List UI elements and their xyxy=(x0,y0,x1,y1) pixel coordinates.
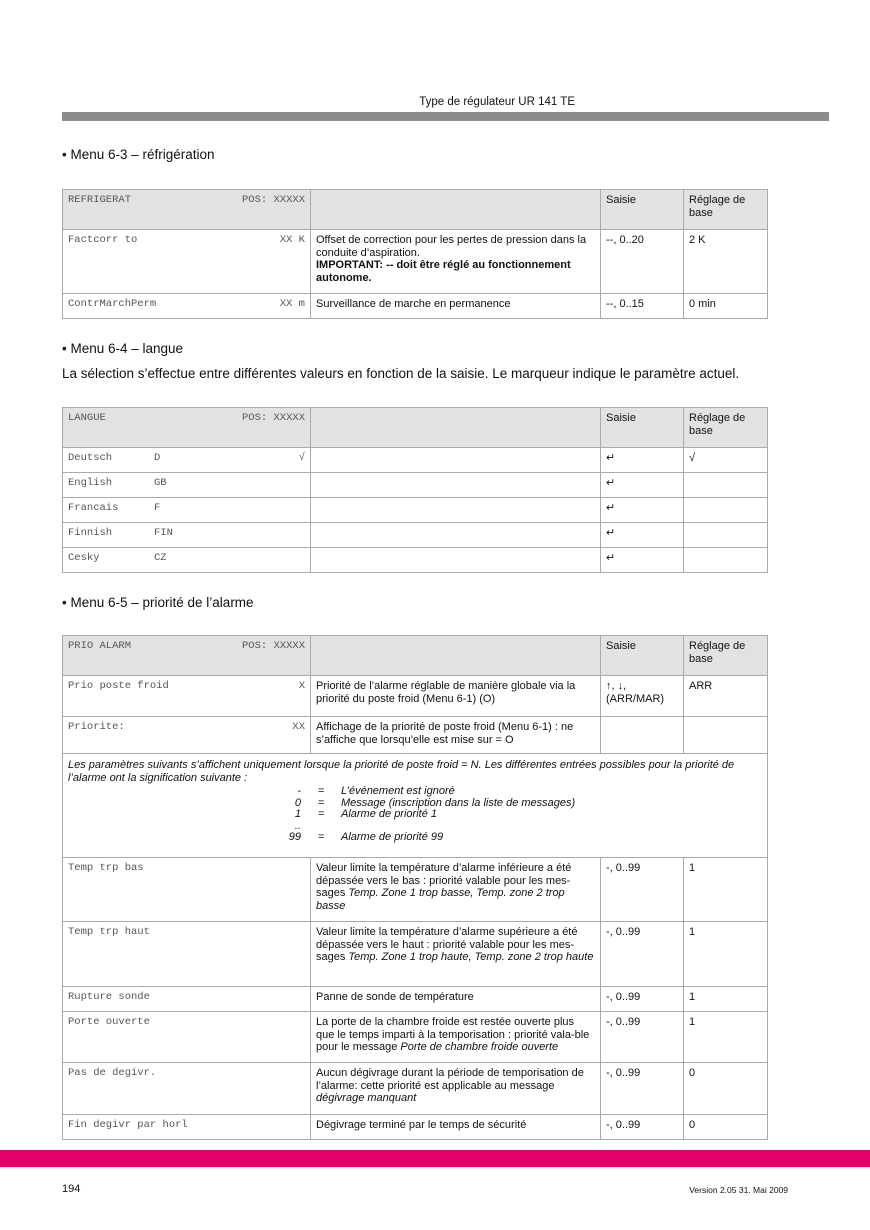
saisie-cell xyxy=(601,448,684,473)
header-base: Réglage de base xyxy=(684,408,768,448)
table-row xyxy=(63,858,768,922)
enter-key-icon: ↵ xyxy=(606,527,616,539)
base-cell: 2 K xyxy=(684,230,768,294)
desc-cell xyxy=(311,1063,601,1115)
table-row xyxy=(63,1115,768,1140)
legend-item xyxy=(287,832,762,844)
running-header: Type de régulateur UR 141 TE xyxy=(419,96,575,108)
note-cell xyxy=(63,754,768,858)
desc-cell xyxy=(311,1115,601,1140)
section-heading: • Menu 6-3 – réfrigération xyxy=(62,147,215,162)
table-menu-6-5 xyxy=(62,635,768,1140)
desc-cell xyxy=(311,548,601,573)
desc-text: dégivrage manquant xyxy=(316,1092,417,1104)
desc-cell xyxy=(311,858,601,922)
pos-label: POS: XXXXX xyxy=(241,194,305,206)
header-saisie: Saisie xyxy=(601,190,684,230)
table-menu-6-4 xyxy=(62,407,768,573)
desc-cell xyxy=(311,922,601,987)
desc-text: Priorité de l’alarme réglable de manière globale via la priorité du poste froid (Menu 6-1) (O) xyxy=(316,680,576,705)
active-marker: √ xyxy=(298,452,305,464)
base-cell xyxy=(684,676,768,717)
legend-item xyxy=(287,809,762,821)
legend-key: 1 xyxy=(294,808,301,820)
legend-eq: = xyxy=(317,796,325,809)
param-name: Temp trp haut xyxy=(68,926,150,938)
desc-cell: Surveillance de marche en permanence xyxy=(311,294,601,319)
language-name: Cesky xyxy=(68,552,100,564)
param-name: Temp trp bas xyxy=(68,862,144,874)
saisie-cell xyxy=(601,548,684,573)
param-cell xyxy=(63,230,311,294)
base-value: 0 xyxy=(689,1067,696,1079)
base-cell xyxy=(684,922,768,987)
legend-value: Message (inscription dans la liste de messages) xyxy=(341,796,576,809)
desc-cell xyxy=(311,1012,601,1063)
legend-key: .. xyxy=(294,819,301,832)
header-base: Réglage de base xyxy=(684,636,768,676)
param-name: ContrMarchPerm xyxy=(68,298,157,310)
param-value: X xyxy=(298,680,305,692)
table-row xyxy=(63,548,768,573)
menu-title-cell xyxy=(63,190,311,230)
saisie-cell xyxy=(601,922,684,987)
note-text: Les paramètres suivants s’affichent uniquement lorsque la priorité de poste froid = N. Les différentes entrées possibles pour la priorité de l’alarme ont la signification suivante : xyxy=(68,759,735,784)
legend-eq: = xyxy=(317,831,325,843)
legend-value: Alarme de priorité 99 xyxy=(341,831,444,843)
base-value: ARR xyxy=(689,680,713,692)
language-name: English xyxy=(68,477,113,489)
menu-title: LANGUE xyxy=(68,412,106,424)
desc-text: Temp. Zone 1 trop basse, Temp. zone 2 trop basse xyxy=(316,887,565,912)
param-name: Fin degivr par horl xyxy=(68,1119,188,1131)
base-value: 1 xyxy=(689,862,696,874)
section-heading: • Menu 6-5 – priorité de l’alarme xyxy=(62,595,254,610)
param-value: XX m xyxy=(279,298,305,310)
desc-cell xyxy=(311,230,601,294)
param-name: Factcorr to xyxy=(68,234,138,246)
language-code: FIN xyxy=(154,527,173,539)
language-code: CZ xyxy=(154,552,167,564)
legend-value: Alarme de priorité 1 xyxy=(341,808,437,820)
menu-title: PRIO ALARM xyxy=(68,640,132,652)
param-cell xyxy=(63,473,311,498)
enter-key-icon: ↵ xyxy=(606,452,616,464)
base-cell xyxy=(684,1012,768,1063)
saisie-cell xyxy=(601,1063,684,1115)
saisie-cell xyxy=(601,1115,684,1140)
base-cell xyxy=(684,717,768,754)
enter-key-icon: ↵ xyxy=(606,552,616,564)
base-cell xyxy=(684,473,768,498)
desc-text: Valeur limite la température d’alarme inférieure a été dépassée vers le bas : priorité valable pour les mes-sages xyxy=(316,862,572,899)
table-row xyxy=(63,717,768,754)
language-name: Francais xyxy=(68,502,119,514)
intro-text: La sélection s’effectue entre différentes valeurs en fonction de la saisie. Le marqueur indique le paramètre actuel. xyxy=(62,366,740,381)
table-row xyxy=(63,754,768,858)
base-cell xyxy=(684,858,768,922)
saisie-value: -, 0..99 xyxy=(606,1119,641,1131)
param-cell xyxy=(63,498,311,523)
table-row xyxy=(63,922,768,987)
saisie-cell xyxy=(601,1012,684,1063)
desc-text: Dégivrage terminé par le temps de sécurité xyxy=(316,1119,527,1131)
table-row xyxy=(63,448,768,473)
param-name: Priorite: xyxy=(68,721,125,733)
header-desc-cell xyxy=(311,408,601,448)
table-row xyxy=(63,1012,768,1063)
page-number: 194 xyxy=(62,1183,81,1195)
desc-text: Offset de correction pour les pertes de pression dans la conduite d’aspiration. xyxy=(316,234,587,259)
param-cell xyxy=(63,523,311,548)
saisie-cell: --, 0..15 xyxy=(601,294,684,319)
desc-text: Aucun dégivrage durant la période de temporisation de l’alarme: cette priorité est applicable au message xyxy=(316,1067,584,1092)
table-header-row xyxy=(63,408,768,448)
menu-title: REFRIGERAT xyxy=(68,194,132,206)
param-cell xyxy=(63,987,311,1012)
base-cell xyxy=(684,448,768,473)
legend-key: - xyxy=(297,785,301,797)
param-value: XX xyxy=(292,721,305,733)
desc-cell xyxy=(311,717,601,754)
desc-cell xyxy=(311,523,601,548)
language-code: D xyxy=(154,452,161,464)
param-cell xyxy=(63,1063,311,1115)
language-name: Deutsch xyxy=(68,452,113,464)
legend-value: L’événement est ignoré xyxy=(341,785,455,797)
param-name: Prio poste froid xyxy=(68,680,169,692)
desc-text: Valeur limite la température d’alarme supérieure a été dépassée vers le haut : priorité valable pour les mes-sages xyxy=(316,926,578,963)
param-name: Pas de degivr. xyxy=(68,1067,157,1079)
param-cell xyxy=(63,548,311,573)
base-cell xyxy=(684,548,768,573)
param-cell xyxy=(63,294,311,319)
language-name: Finnish xyxy=(68,527,113,539)
base-value: 1 xyxy=(689,926,696,938)
table-header-row xyxy=(63,636,768,676)
language-code: F xyxy=(154,502,161,514)
enter-key-icon: ↵ xyxy=(606,502,616,514)
pos-label: POS: XXXXX xyxy=(241,640,305,652)
param-cell xyxy=(63,922,311,987)
table-row xyxy=(63,1063,768,1115)
desc-text: Affichage de la priorité de poste froid (Menu 6-1) : ne s’affiche que lorsqu’elle est mise sur = O xyxy=(316,721,574,746)
saisie-cell xyxy=(601,473,684,498)
base-cell xyxy=(684,1115,768,1140)
pos-label: POS: XXXXX xyxy=(241,412,305,424)
saisie-cell xyxy=(601,523,684,548)
saisie-cell xyxy=(601,498,684,523)
desc-cell xyxy=(311,448,601,473)
saisie-value: -, 0..99 xyxy=(606,991,641,1003)
base-cell xyxy=(684,1063,768,1115)
table-row xyxy=(63,676,768,717)
param-cell xyxy=(63,1115,311,1140)
legend-eq: = xyxy=(317,808,325,820)
param-cell xyxy=(63,1012,311,1063)
section-heading: • Menu 6-4 – langue xyxy=(62,341,184,356)
desc-cell xyxy=(311,987,601,1012)
desc-cell xyxy=(311,473,601,498)
important-note: IMPORTANT: -- doit être réglé au fonctionnement autonome. xyxy=(316,259,571,284)
param-value: XX K xyxy=(279,234,305,246)
saisie-cell xyxy=(601,987,684,1012)
param-cell xyxy=(63,676,311,717)
saisie-value: -, 0..99 xyxy=(606,1016,641,1028)
header-base: Réglage de base xyxy=(684,190,768,230)
param-name: Porte ouverte xyxy=(68,1016,150,1028)
legend-key: 99 xyxy=(288,831,301,843)
base-cell xyxy=(684,987,768,1012)
priority-legend xyxy=(287,786,762,844)
saisie-cell xyxy=(601,717,684,754)
table-header-row xyxy=(63,190,768,230)
table-row xyxy=(63,498,768,523)
desc-cell xyxy=(311,676,601,717)
table-row xyxy=(63,473,768,498)
header-saisie: Saisie xyxy=(601,408,684,448)
desc-text: La porte de la chambre froide est restée ouverte plus que le temps imparti à la temporisation : priorité vala-ble pour le message xyxy=(316,1016,590,1053)
saisie-cell: --, 0..20 xyxy=(601,230,684,294)
saisie-value: -, 0..99 xyxy=(606,926,641,938)
header-bar xyxy=(62,112,829,121)
legend-item xyxy=(287,786,762,798)
footer-accent-band xyxy=(0,1150,870,1167)
base-cell: 0 min xyxy=(684,294,768,319)
saisie-cell xyxy=(601,858,684,922)
base-value: 0 xyxy=(689,1119,696,1131)
desc-text: Panne de sonde de température xyxy=(316,991,474,1003)
table-menu-6-3 xyxy=(62,189,768,319)
saisie-value: -, 0..99 xyxy=(606,1067,641,1079)
default-marker: √ xyxy=(689,452,696,464)
header-saisie: Saisie xyxy=(601,636,684,676)
table-row xyxy=(63,987,768,1012)
table-row xyxy=(63,523,768,548)
base-value: 1 xyxy=(689,1016,696,1028)
table-row xyxy=(63,230,768,294)
enter-key-icon: ↵ xyxy=(606,477,616,489)
param-cell xyxy=(63,858,311,922)
base-cell xyxy=(684,523,768,548)
saisie-value: ↑, ↓, (ARR/MAR) xyxy=(606,680,665,705)
language-code: GB xyxy=(154,477,167,489)
param-cell xyxy=(63,448,311,473)
param-cell xyxy=(63,717,311,754)
desc-text: Porte de chambre froide ouverte xyxy=(400,1041,559,1053)
legend-key: 0 xyxy=(294,796,301,809)
legend-eq: = xyxy=(317,785,325,797)
param-name: Rupture sonde xyxy=(68,991,150,1003)
version-info: Version 2.05 31. Mai 2009 xyxy=(689,1185,788,1195)
base-value: 1 xyxy=(689,991,696,1003)
saisie-value: -, 0..99 xyxy=(606,862,641,874)
menu-title-cell xyxy=(63,408,311,448)
base-cell xyxy=(684,498,768,523)
saisie-cell xyxy=(601,676,684,717)
header-desc-cell xyxy=(311,636,601,676)
desc-cell xyxy=(311,498,601,523)
header-desc-cell xyxy=(311,190,601,230)
menu-title-cell xyxy=(63,636,311,676)
table-row xyxy=(63,294,768,319)
desc-text: Temp. Zone 1 trop haute, Temp. zone 2 trop haute xyxy=(348,951,594,963)
